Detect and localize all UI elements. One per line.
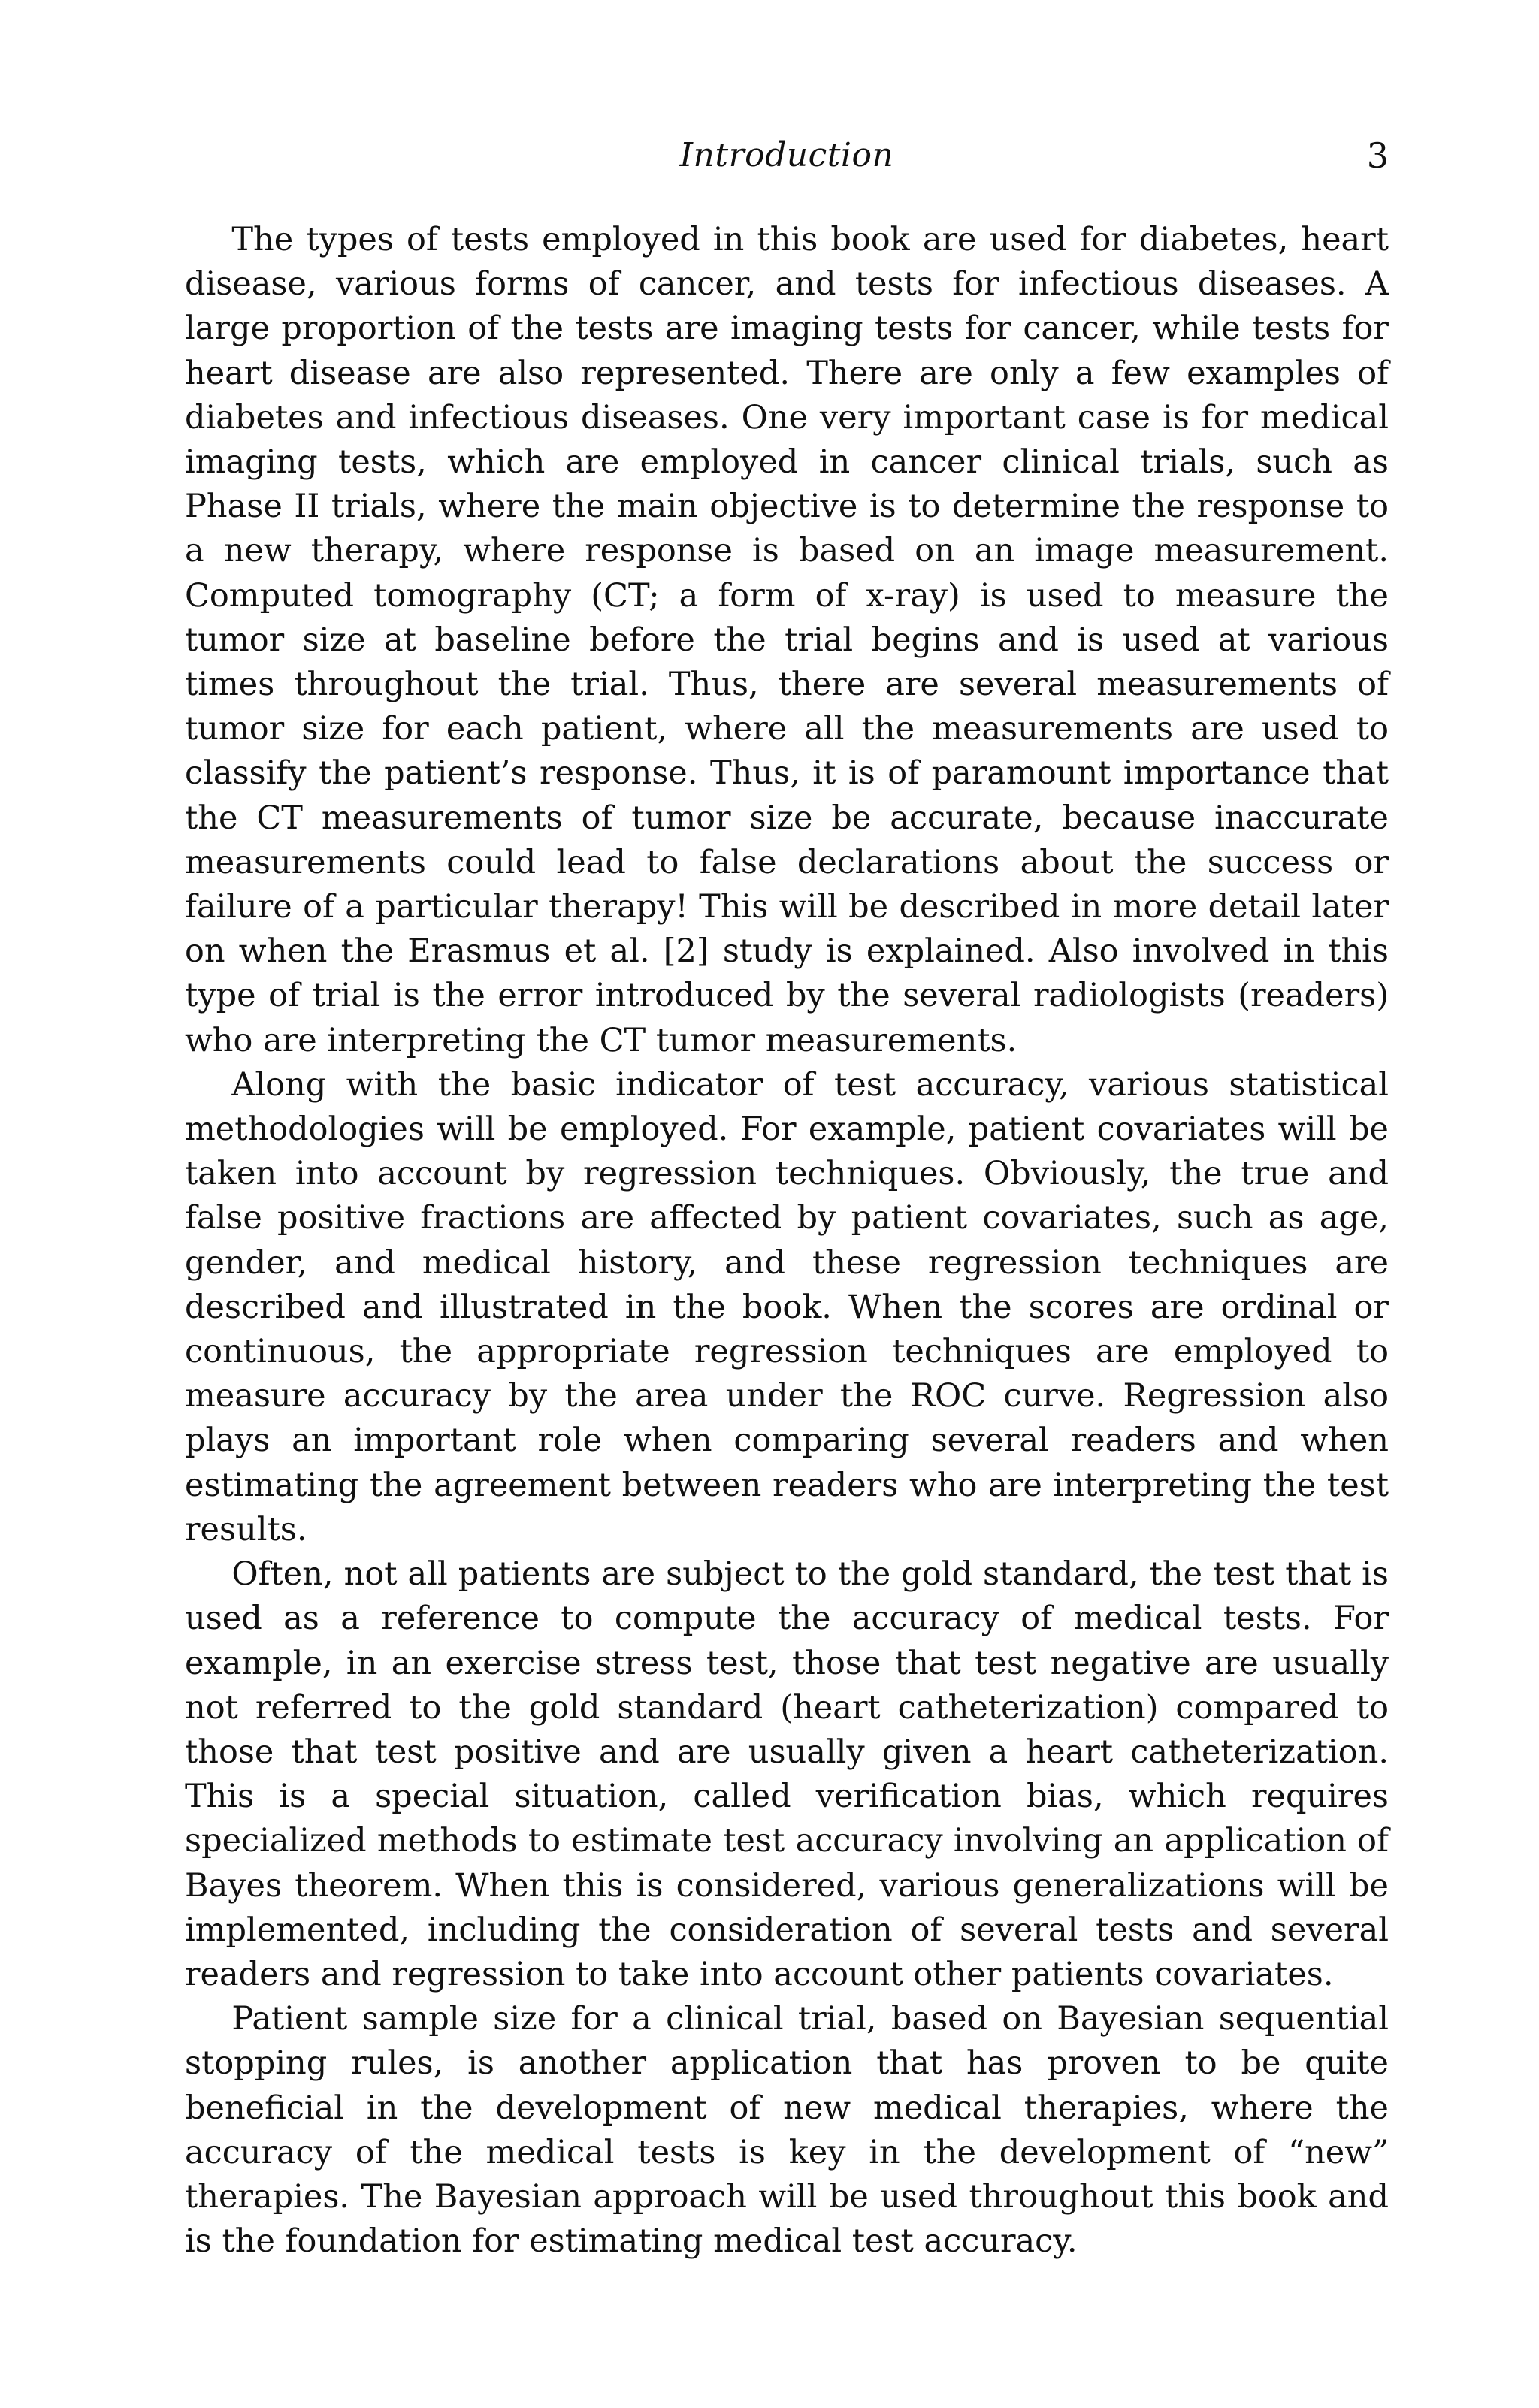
page-number: 3 (1366, 135, 1389, 176)
running-head-title: Introduction (679, 136, 894, 174)
body-text (185, 218, 1389, 2264)
paragraph-1: The types of tests employed in this book are used for diabetes, heart disease, various forms of cancer, and tests for infectious diseases. A large proportion of the tests are imaging tests for cancer, while tests for heart disease are also represented. There are only a few examples of diabetes and infectious diseases. One very important case is for medical imaging tests, which are employed in cancer clinical trials, such as Phase II trials, where the main objective is to determine the response to a new therapy, where response is based on an image measurement. Computed tomography (CT; a form of x-ray) is used to measure the tumor size at baseline before the trial begins and is used at various times throughout the trial. Thus, there are several measurements of tumor size for each patient, where all the measurements are used to classify the patient’s response. Thus, it is of paramount importance that the CT measurements of tumor size be accurate, because inaccurate measurements could lead to false declarations about the success or failure of a particular therapy! This will be described in more detail later on when the Erasmus et al. [2] study is explained. Also involved in this type of trial is the error introduced by the several radiologists (readers) who are interpreting the CT tumor measurements. (185, 221, 1389, 1059)
paragraph-3: Often, not all patients are subject to the gold standard, the test that is used as a reference to compute the accuracy of medical tests. For example, in an exercise stress test, those that test negative are usually not referred to the gold standard (heart catheterization) compared to those that test positive and are usually given a heart catheterization. This is a special situation, called verification bias, which requires specialized methods to estimate test accuracy involving an application of Bayes theorem. When this is considered, various generalizations will be implemented, including the consideration of several tests and several readers and regression to take into account other patients covariates. (185, 1555, 1389, 1993)
paragraph-4: Patient sample size for a clinical trial, based on Bayesian sequential stopping rules, is another application that has proven to be quite beneficial in the development of new medical therapies, where the accuracy of the medical tests is key in the development of “new” therapies. The Bayesian approach will be used throughout this book and is the foundation for estimating medical test accuracy. (185, 2000, 1389, 2261)
paragraph-2: Along with the basic indicator of test accuracy, various statistical methodologies will be employed. For example, patient covariates will be taken into account by regression techniques. Obviously, the true and false positive fractions are affected by patient covariates, such as age, gender, and medical history, and these regression techniques are described and illustrated in the book. When the scores are ordinal or continuous, the appropriate regression techniques are employed to measure accuracy by the area under the ROC curve. Regression also plays an important role when comparing several readers and when estimating the agreement between readers who are interpreting the test results. (185, 1065, 1389, 1548)
running-head (185, 129, 1389, 182)
